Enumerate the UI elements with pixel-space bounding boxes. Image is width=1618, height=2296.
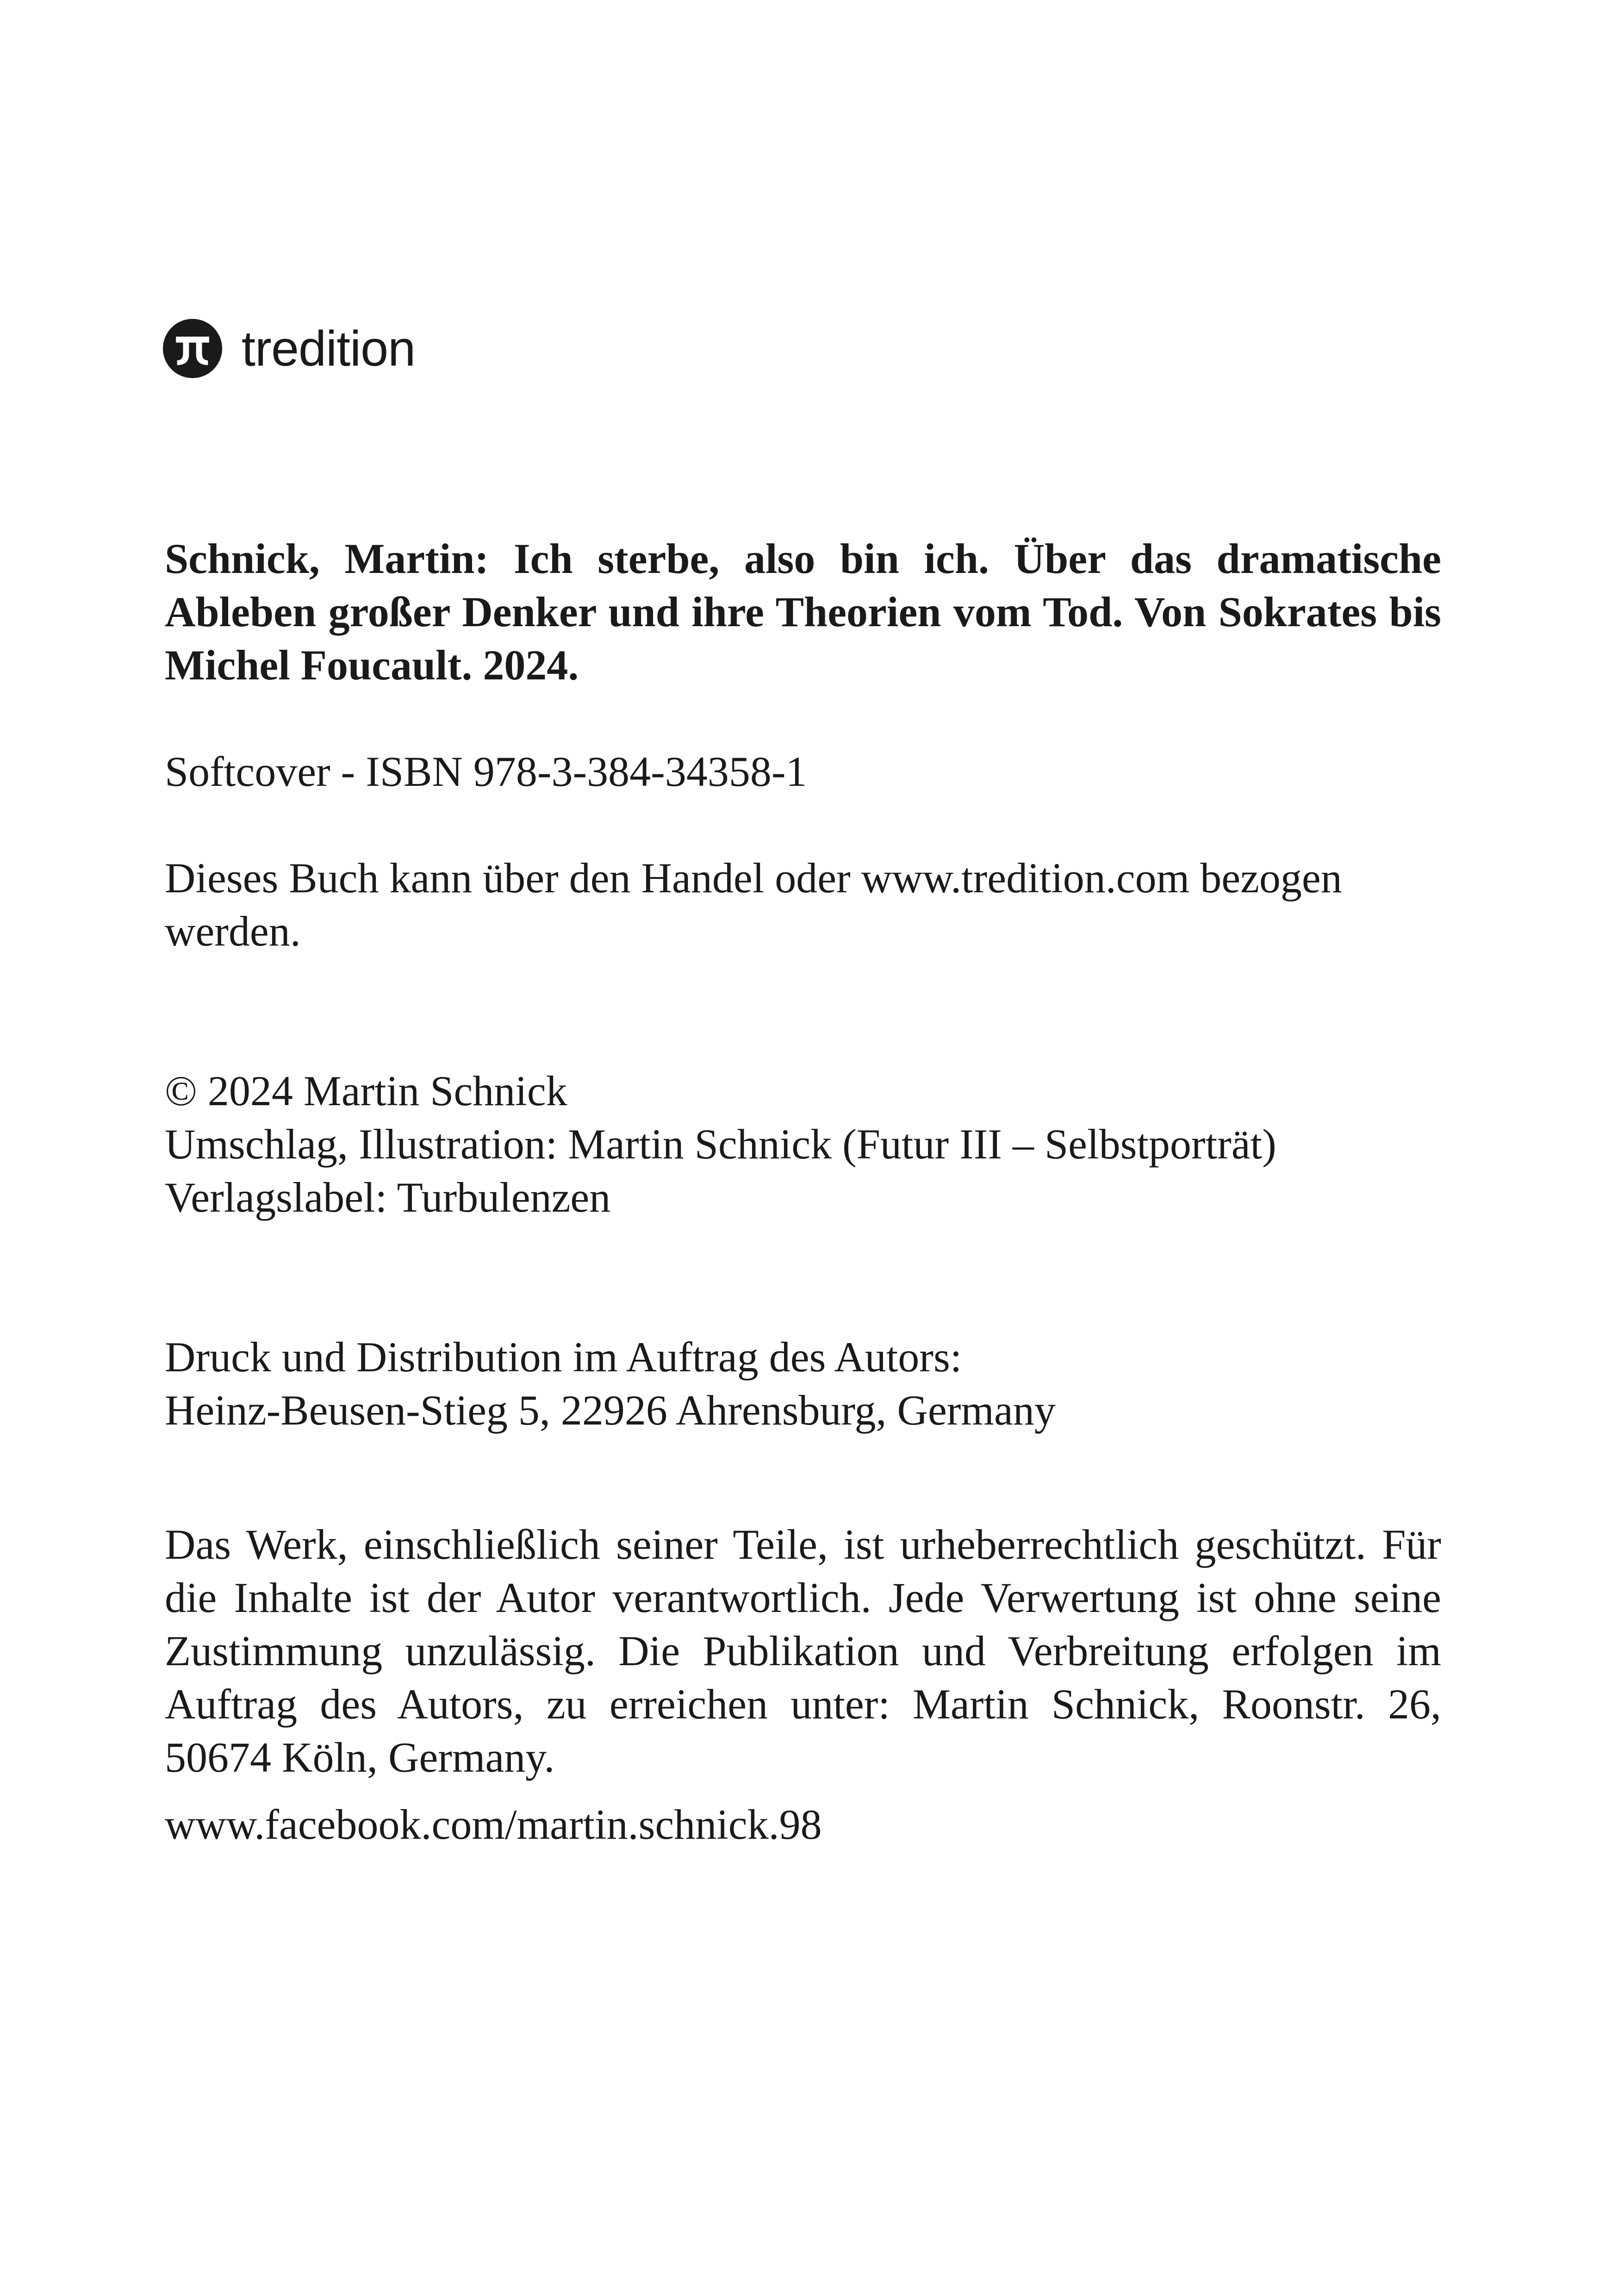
publisher-label-line: Verlagslabel: Turbulenzen bbox=[165, 1174, 611, 1221]
distribution-address: Heinz-Beusen-Stieg 5, 22926 Ahrensburg, Germany bbox=[165, 1387, 1056, 1434]
bibliographic-citation: Schnick, Martin: Ich sterbe, also bin ich. Über das dramatische Ableben großer Denker und ihre Theorien vom Tod. Von Sokrates bis Michel Foucault. 2024. bbox=[165, 535, 1441, 689]
credits-block bbox=[165, 1064, 1441, 1224]
distribution-heading: Druck und Distribution im Auftrag des Autors: bbox=[165, 1333, 962, 1381]
purchase-info: Dieses Buch kann über den Handel oder www.tredition.com bezogen werden. bbox=[165, 854, 1342, 955]
publisher-logo bbox=[163, 318, 415, 379]
copyright-notice: Das Werk, einschließlich seiner Teile, ist urheberrechtlich geschützt. Für die Inhalte ist der Autor verantwortlich. Jede Verwertung ist ohne seine Zustimmung unzulässig. Die Publikation und Verbreitung erfolgen im Auftrag des Autors, zu erreichen unter: Martin Schnick, Roonstr. 26, 50674 Köln, Germany. bbox=[165, 1521, 1441, 1781]
cover-credit-line: Umschlag, Illustration: Martin Schnick (Futur III – Selbstporträt) bbox=[165, 1120, 1276, 1168]
distribution-block bbox=[165, 1331, 1441, 1437]
copyright-line: © 2024 Martin Schnick bbox=[165, 1067, 567, 1114]
publisher-logo-text: tredition bbox=[242, 320, 416, 376]
facebook-link[interactable]: www.facebook.com/martin.schnick.98 bbox=[165, 1801, 822, 1848]
isbn-line: Softcover - ISBN 978-3-384-34358-1 bbox=[165, 748, 807, 795]
tredition-logo-icon bbox=[163, 319, 222, 378]
